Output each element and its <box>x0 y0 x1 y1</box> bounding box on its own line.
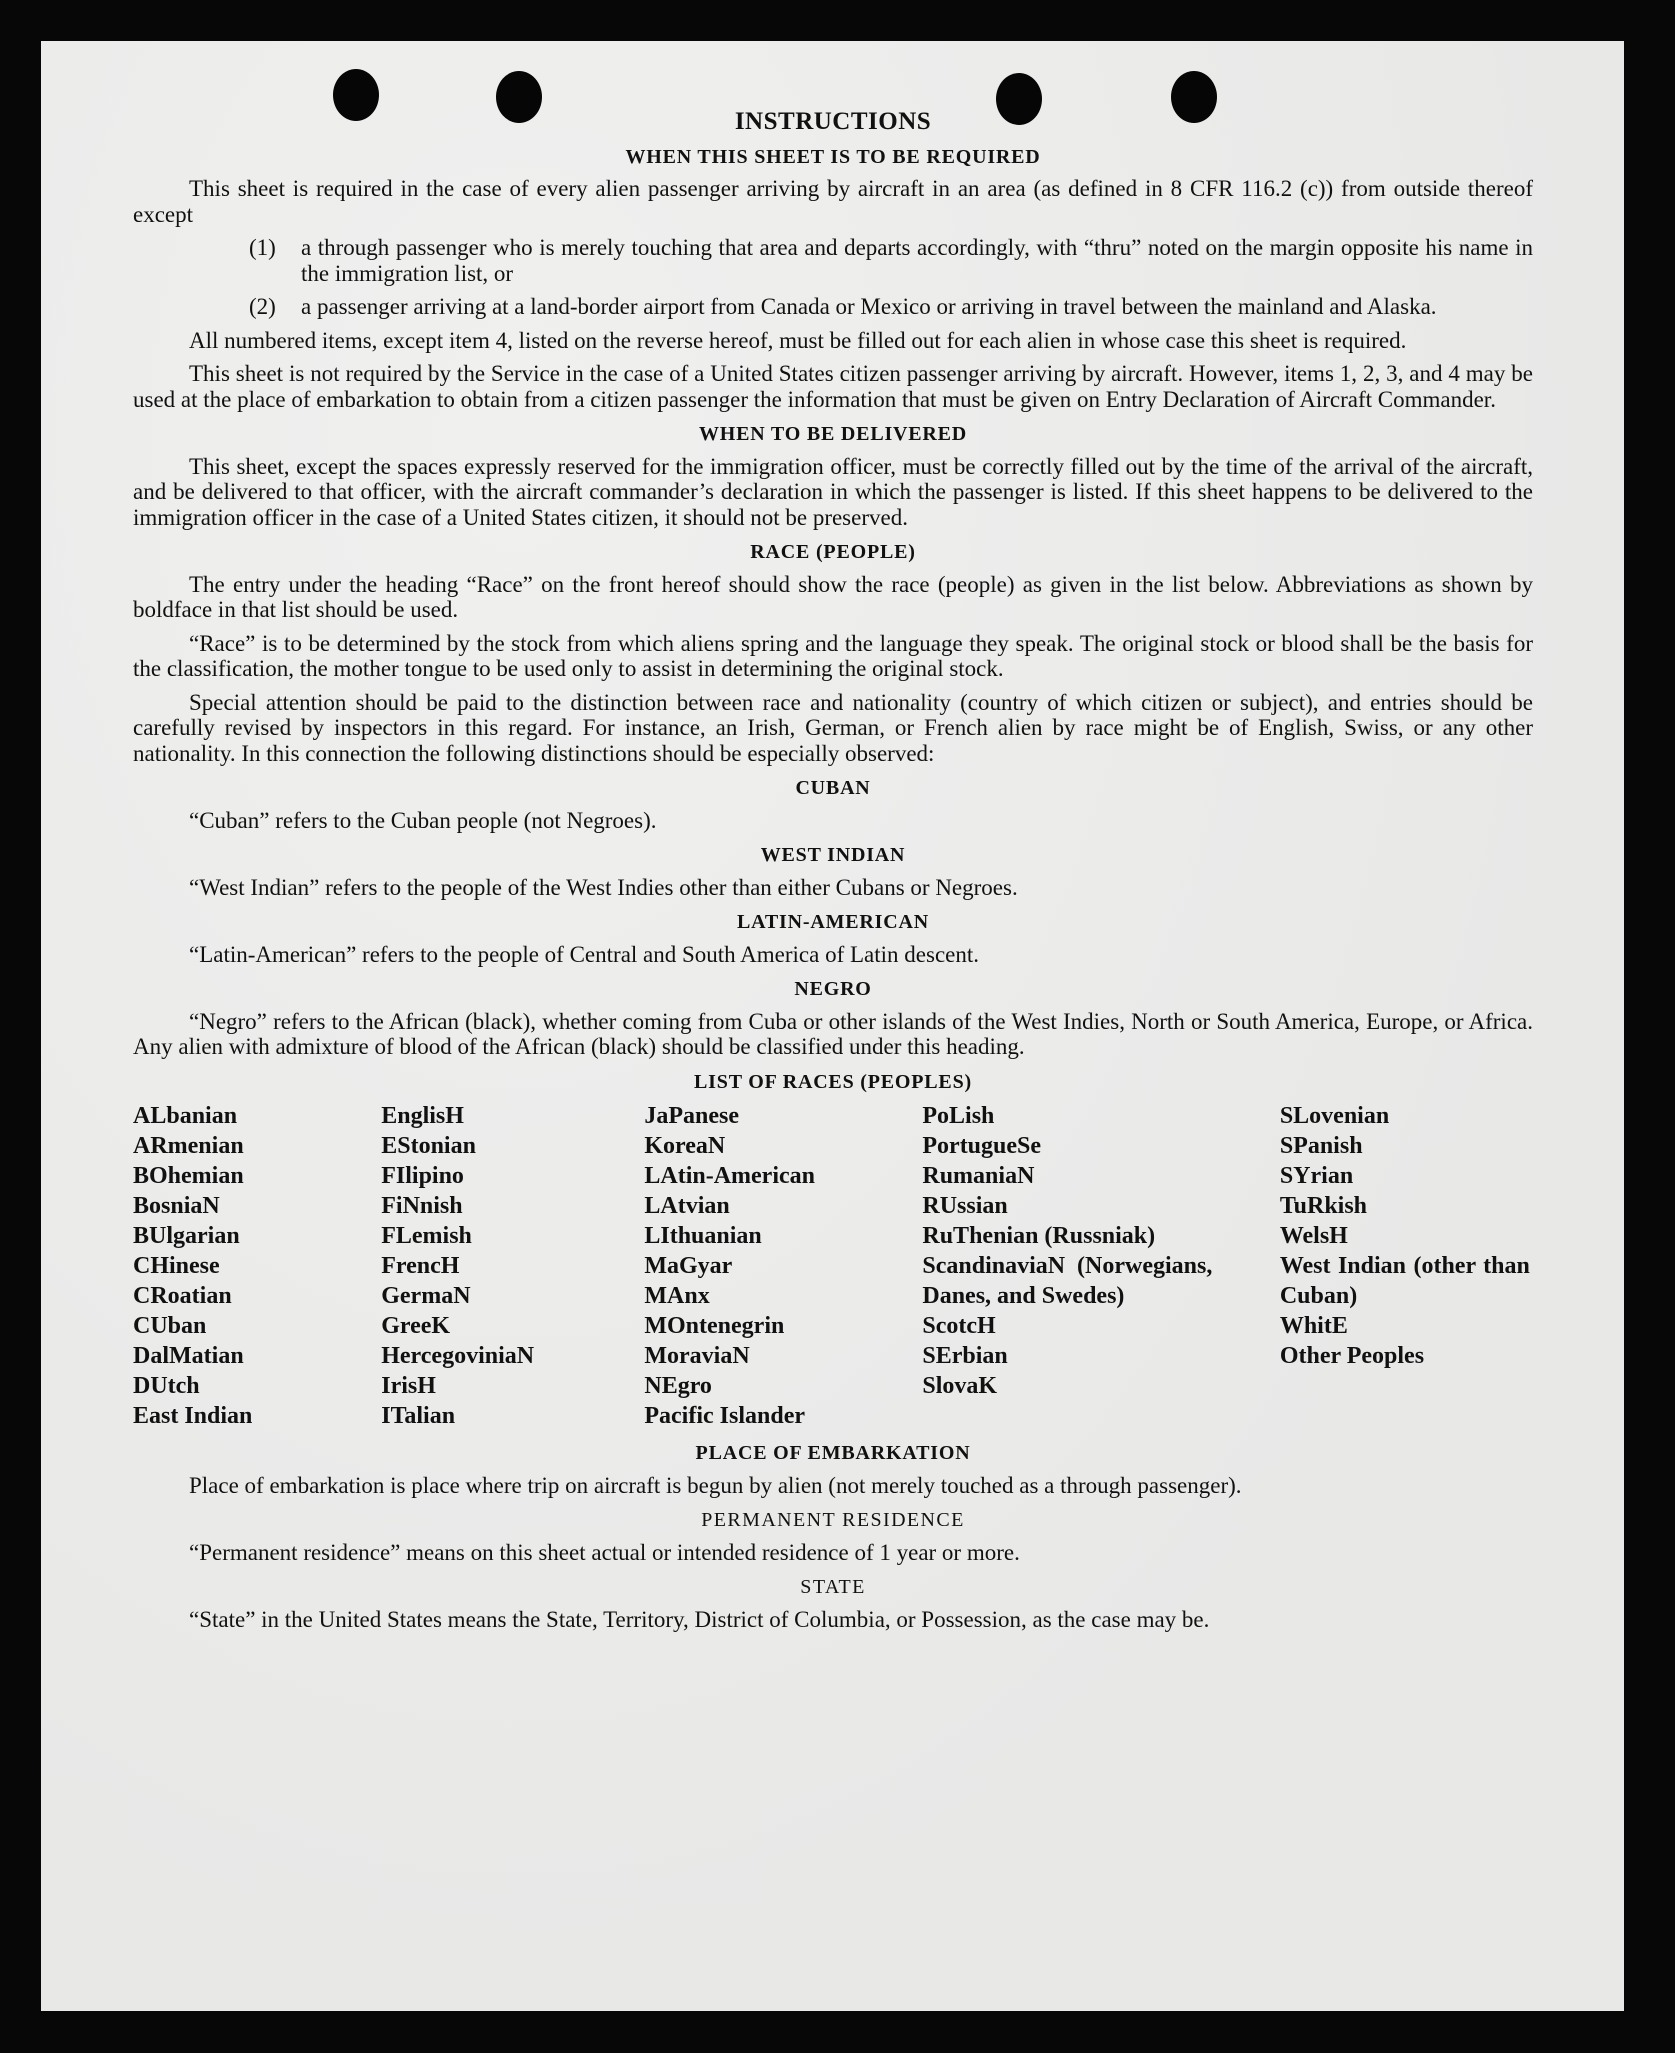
paragraph-embarkation: Place of embarkation is place where trip on aircraft is begun by alien (not merely touched as a through passenger). <box>189 1472 1242 1498</box>
race-entry: FIlipino <box>381 1163 464 1189</box>
race-entry: RUssian <box>922 1193 1008 1219</box>
race-column-1 <box>133 1101 381 1431</box>
race-entry: MaGyar <box>644 1253 733 1279</box>
race-entry: GermaN <box>381 1283 471 1309</box>
race-entry: GreeK <box>381 1313 451 1339</box>
paragraph-numbered-items: All numbered items, except item 4, listed on the reverse hereof, must be filled out for each alien in whose case this sheet is required. <box>189 327 1407 353</box>
race-entry: MoraviaN <box>644 1343 750 1369</box>
exception-item-2 <box>133 294 1533 320</box>
race-entry: SPanish <box>1279 1133 1363 1159</box>
race-entry-scandinavian: ScandinaviaN (Norwegians, Danes, and Swedes) <box>922 1253 1213 1309</box>
race-entry: WelsH <box>1279 1223 1348 1249</box>
instructions-content <box>133 109 1533 1640</box>
race-entry: ALbanian <box>133 1103 238 1129</box>
race-entry: ScotcH <box>922 1313 996 1339</box>
race-entry: Pacific Islander <box>644 1403 805 1429</box>
page-title: INSTRUCTIONS <box>734 108 932 135</box>
heading-race: RACE (PEOPLE) <box>750 541 916 563</box>
item-number: (1) <box>249 235 276 260</box>
race-list <box>133 1101 1533 1431</box>
paragraph-race-definition: “Race” is to be determined by the stock from which aliens spring and the language they speak. The original stock or blood shall be the basis for the classification, the mother tongue to be used only to assist in determining the original stock. <box>133 630 1533 681</box>
race-entry: LIthuanian <box>644 1223 762 1249</box>
race-entry: ARmenian <box>133 1133 244 1159</box>
heading-list-of-races: LIST OF RACES (PEOPLES) <box>694 1070 972 1093</box>
heading-when-delivered: WHEN TO BE DELIVERED <box>698 423 968 445</box>
heading-place-of-embarkation: PLACE OF EMBARKATION <box>695 1442 971 1464</box>
race-column-4 <box>922 1101 1279 1431</box>
paragraph-cuban: “Cuban” refers to the Cuban people (not Negroes). <box>189 807 657 833</box>
heading-cuban: CUBAN <box>795 777 871 799</box>
heading-latin-american: LATIN-AMERICAN <box>737 911 929 933</box>
paragraph-residence: “Permanent residence” means on this sheet actual or intended residence of 1 year or more. <box>189 1539 1020 1565</box>
race-entry: FrencH <box>381 1253 460 1279</box>
race-entry: Other Peoples <box>1279 1343 1425 1369</box>
paragraph-race-entry: The entry under the heading “Race” on the front hereof should show the race (people) as given in the list below. Abbreviations as shown by boldface in that list should be used. <box>133 571 1533 622</box>
race-entry: KoreaN <box>644 1133 726 1159</box>
race-entry: CHinese <box>133 1253 220 1279</box>
heading-when-required: WHEN THIS SHEET IS TO BE REQUIRED <box>625 145 1041 168</box>
race-entry: SLovenian <box>1279 1103 1390 1129</box>
race-entry: SYrian <box>1279 1163 1354 1189</box>
race-entry: RumaniaN <box>922 1163 1035 1189</box>
paragraph-citizen-passenger: This sheet is not required by the Service in the case of a United States citizen passenger arriving by aircraft. However, items 1, 2, 3, and 4 may be used at the place of embarkation to obtain from a citizen passenger the information that must be given on Entry Declaration of Aircraft Commander. <box>133 361 1533 412</box>
race-entry: BUlgarian <box>133 1223 240 1249</box>
paragraph-race-nationality: Special attention should be paid to the distinction between race and nationality (country of which citizen or subject), and entries should be carefully revised by inspectors in this regard. For instance, an Irish, German, or French alien by race might be of English, Swiss, or any other nationality. In this connection the following distinctions should be especially observed: <box>133 689 1533 766</box>
paragraph-state: “State” in the United States means the State, Territory, District of Columbia, or Possession, as the case may be. <box>189 1606 1210 1632</box>
race-entry: EnglisH <box>381 1103 464 1129</box>
race-entry: SlovaK <box>922 1373 998 1399</box>
race-entry: LAtin-American <box>644 1163 815 1189</box>
paragraph-required-intro: This sheet is required in the case of every alien passenger arriving by aircraft in an area (as defined in 8 CFR 116.2 (c)) from outside thereof except <box>133 176 1533 227</box>
race-entry-west-indian: West Indian (other than Cuban) <box>1279 1253 1530 1309</box>
heading-permanent-residence: PERMANENT RESIDENCE <box>701 1509 965 1531</box>
race-entry: LAtvian <box>644 1193 730 1219</box>
race-entry: FiNnish <box>381 1193 463 1219</box>
heading-west-indian: WEST INDIAN <box>760 844 906 866</box>
race-entry: JaPanese <box>644 1103 740 1129</box>
paragraph-negro: “Negro” refers to the African (black), whether coming from Cuba or other islands of the West Indies, North or South America, Europe, or Africa. Any alien with admixture of blood of the African (black) should be classified under this heading. <box>133 1008 1533 1059</box>
item-text: a through passenger who is merely touching that area and departs accordingly, with “thru” noted on the margin opposite his name in the immigration list, or <box>301 235 1533 286</box>
race-entry: TuRkish <box>1279 1193 1368 1219</box>
paragraph-west-indian: “West Indian” refers to the people of the West Indies other than either Cubans or Negroes. <box>189 874 1018 900</box>
race-entry: CRoatian <box>133 1283 232 1309</box>
race-entry: PortugueSe <box>922 1133 1042 1159</box>
race-entry: BOhemian <box>133 1163 244 1189</box>
paragraph-latin-american: “Latin-American” refers to the people of Central and South America of Latin descent. <box>189 941 979 967</box>
heading-negro: NEGRO <box>794 978 872 1000</box>
race-entry: DUtch <box>133 1373 200 1399</box>
document-page <box>41 41 1624 2011</box>
race-entry: HercegoviniaN <box>381 1343 535 1369</box>
race-entry: BosniaN <box>133 1193 220 1219</box>
race-entry: NEgro <box>644 1373 712 1399</box>
race-entry: SErbian <box>922 1343 1008 1369</box>
race-entry: MAnx <box>644 1283 710 1309</box>
exception-item-1 <box>133 235 1533 286</box>
item-number: (2) <box>249 294 276 319</box>
paragraph-delivery: This sheet, except the spaces expressly reserved for the immigration officer, must be correctly filled out by the time of the arrival of the aircraft, and be delivered to that officer, with the aircraft commander’s declaration in which the passenger is listed. If this sheet happens to be delivered to the immigration officer in the case of a United States citizen, it should not be preserved. <box>133 453 1533 530</box>
race-entry: WhitE <box>1279 1313 1348 1339</box>
race-entry: FLemish <box>381 1223 472 1249</box>
race-column-3 <box>644 1101 922 1431</box>
race-entry: DalMatian <box>133 1343 244 1369</box>
race-entry: ITalian <box>381 1403 456 1429</box>
race-entry: RuThenian (Russniak) <box>922 1223 1156 1249</box>
race-column-5 <box>1280 1101 1533 1431</box>
race-entry: IrisH <box>381 1373 436 1399</box>
heading-state: STATE <box>800 1576 866 1598</box>
race-entry: CUban <box>133 1313 207 1339</box>
race-entry: MOntenegrin <box>644 1313 785 1339</box>
race-entry: PoLish <box>922 1103 995 1129</box>
item-text: a passenger arriving at a land-border airport from Canada or Mexico or arriving in travel between the mainland and Alaska. <box>301 294 1437 319</box>
race-entry: East Indian <box>133 1403 253 1429</box>
race-entry: EStonian <box>381 1133 476 1159</box>
race-column-2 <box>381 1101 644 1431</box>
